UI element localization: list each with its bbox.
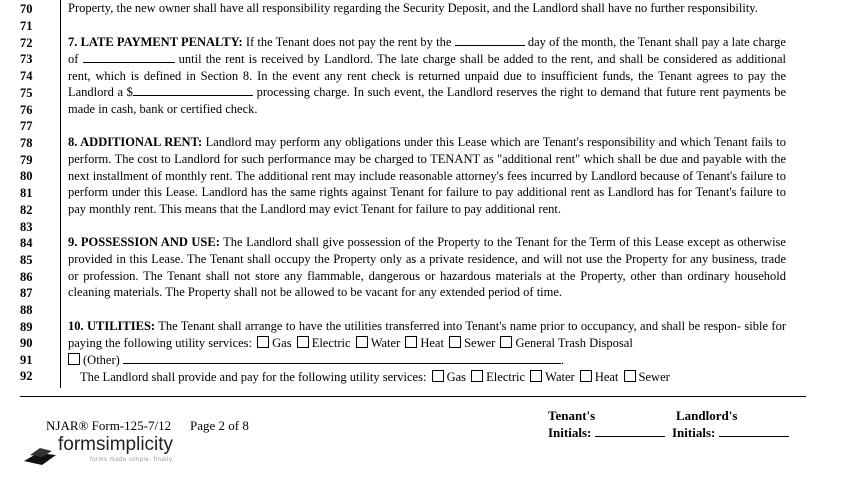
other-utility-field[interactable] xyxy=(123,352,561,364)
line-number: 76 xyxy=(20,103,33,117)
logo-tagline: forms made simple. finally. xyxy=(90,457,175,463)
line-number: 85 xyxy=(20,253,33,267)
checkbox-tenant-trash[interactable] xyxy=(500,336,512,348)
form-id: NJAR® Form-125-7/12 xyxy=(46,418,172,433)
body-text: The Landlord shall provide and pay for the following utility services: xyxy=(80,370,427,384)
body-text: The Tenant shall arrange to have the utilities transferred into Tenant's name prior to occupancy, and shall be respon- sible for paying the following utility services: xyxy=(68,319,786,350)
processing-charge-field[interactable] xyxy=(133,84,253,96)
body-text: day of the month, the Tenant shall pay a late charge of xyxy=(68,35,786,66)
checkbox-tenant-gas[interactable] xyxy=(257,336,269,348)
landlord-initials xyxy=(672,408,789,441)
line-number: 91 xyxy=(20,353,33,367)
section-heading: 8. ADDITIONAL RENT: xyxy=(68,135,203,149)
line-number-gutter xyxy=(60,0,61,388)
body-text: The Landlord shall give possession of the Property to the Tenant for the Term of this Lease except as otherwise provided in this Lease. The Tenant shall occupy the Property only as a private residence, and will not use the Property for any business, trade or profession. The Tenant shall not store any flammable, dangerous or hazardous materials at the Property, other than ordinary household cleaning materials. The Property shall not be allowed to be vacant for any extended period of time. xyxy=(68,235,786,300)
line-number: 87 xyxy=(20,286,33,300)
checkbox-tenant-sewer[interactable] xyxy=(449,336,461,348)
checkbox-tenant-other[interactable] xyxy=(68,353,80,365)
landlord-initials-field[interactable] xyxy=(719,424,789,437)
line-number: 78 xyxy=(20,136,33,150)
checkbox-tenant-heat[interactable] xyxy=(405,336,417,348)
line-number: 92 xyxy=(20,369,33,383)
line-number: 79 xyxy=(20,153,33,167)
body-text: Landlord may perform any obligations under this Lease which are Tenant's responsibility and which Tenant fails to perform. The cost to Landlord for such performance may be charged to TENANT as "additional rent" which shall be due and payable with the next installment of monthly rent. The additional rent may include reasonable attorney's fees incurred by Landlord because of Tenant's failure to perform under this Lease. Landlord has the same rights against Tenant for failure to pay additional rent as Landlord has for Tenant's failure to pay monthly rent. This means that the Landlord may evict Tenant for failure to pay additional rent. xyxy=(68,135,786,217)
line-number: 77 xyxy=(20,119,33,133)
landlord-utilities-row xyxy=(80,369,670,386)
checkbox-label: Electric xyxy=(311,335,351,350)
checkbox-label: Water xyxy=(545,370,575,384)
checkbox-tenant-electric[interactable] xyxy=(297,336,309,348)
checkbox-label: Heat xyxy=(420,335,444,350)
body-text: processing charge. In such event, the Landlord reserves the right to demand that future rent payments be made in cash, bank or certified check. xyxy=(68,85,787,117)
checkbox-label: (Other) xyxy=(83,353,120,367)
landlord-initials-label: Landlord's xyxy=(676,408,738,423)
checkbox-label: Sewer xyxy=(464,335,496,350)
line-number: 89 xyxy=(20,320,33,334)
line-number: 71 xyxy=(20,19,33,33)
line-number: 73 xyxy=(20,52,33,66)
checkbox-label: Sewer xyxy=(638,370,670,384)
checkbox-label: General Trash Disposal xyxy=(515,335,633,350)
line-number: 81 xyxy=(20,186,33,200)
utilities-other-row xyxy=(68,352,564,369)
checkbox-label: Gas xyxy=(272,335,292,350)
checkbox-label: Water xyxy=(370,335,401,350)
section-additional-rent xyxy=(68,134,786,218)
line-number: 84 xyxy=(20,236,33,250)
checkbox-label: Heat xyxy=(594,370,619,384)
late-charge-field[interactable] xyxy=(83,51,175,63)
landlord-initials-label-2: Initials: xyxy=(672,425,716,440)
checkbox-landlord-sewer[interactable] xyxy=(624,370,636,382)
paragraph-security-deposit-end: Property, the new owner shall have all responsibility regarding the Security Deposit, and the Landlord shall have no further responsibility. xyxy=(68,1,758,15)
body-text: If the Tenant does not pay the rent by the xyxy=(245,35,452,49)
punctuation: . xyxy=(560,353,565,367)
tenant-initials-field[interactable] xyxy=(595,424,665,437)
line-number: 88 xyxy=(20,303,33,317)
line-number: 90 xyxy=(20,336,33,350)
due-day-field[interactable] xyxy=(455,34,525,46)
section-heading: 9. POSSESSION AND USE: xyxy=(68,235,220,249)
line-number: 83 xyxy=(20,220,33,234)
tenant-initials-label-2: Initials: xyxy=(548,425,592,440)
tenant-initials xyxy=(548,408,665,441)
line-number: 72 xyxy=(20,36,33,50)
checkbox-label: Gas xyxy=(446,370,467,384)
line-number: 80 xyxy=(20,169,33,183)
checkbox-label: Electric xyxy=(486,370,526,384)
checkbox-landlord-gas[interactable] xyxy=(432,370,444,382)
logo-text: formsimplicity xyxy=(58,434,174,455)
section-heading: 10. UTILITIES: xyxy=(68,319,156,333)
section-heading: 7. LATE PAYMENT PENALTY: xyxy=(68,35,243,49)
line-number: 82 xyxy=(20,203,33,217)
line-number: 75 xyxy=(20,86,33,100)
page-number: Page 2 of 8 xyxy=(190,418,249,433)
section-possession-use xyxy=(68,234,786,301)
checkbox-landlord-water[interactable] xyxy=(530,370,542,382)
tenant-initials-label: Tenant's xyxy=(548,408,596,423)
section-utilities xyxy=(68,318,786,352)
checkbox-landlord-electric[interactable] xyxy=(471,370,483,382)
line-number: 70 xyxy=(20,2,33,16)
body-text: until the rent is received by Landlord. The late charge shall be added to the rent, and shall be considered as additional rent, which is defined in Section 8. In the event any rent check is returned unpaid due to insufficient funds, the Tenant agrees to pay the Landlord a $ xyxy=(68,51,787,100)
checkbox-landlord-heat[interactable] xyxy=(580,370,592,382)
checkbox-tenant-water[interactable] xyxy=(356,336,368,348)
section-late-payment xyxy=(68,34,786,118)
line-number: 74 xyxy=(20,69,33,83)
footer-divider xyxy=(20,396,806,397)
line-number: 86 xyxy=(20,270,33,284)
